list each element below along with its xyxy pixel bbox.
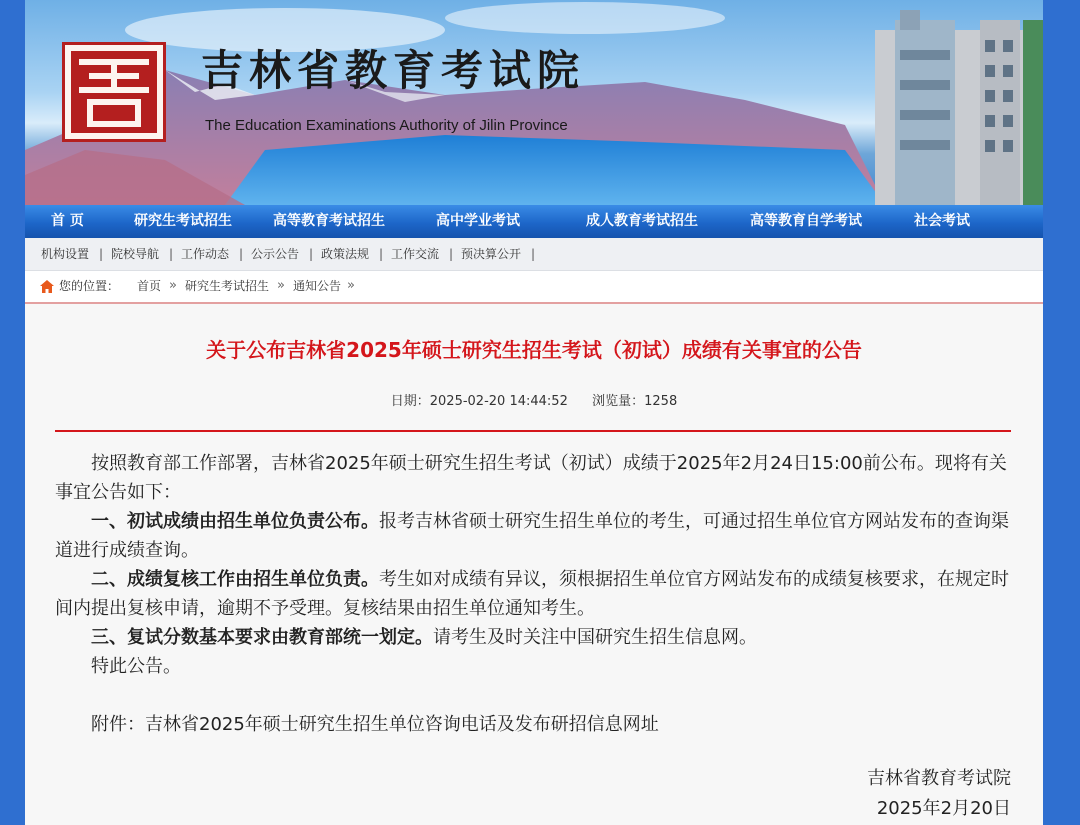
nav-item-higher-ed-exam[interactable]: 高等教育考试招生 bbox=[273, 213, 385, 229]
sub-nav-item-policies[interactable]: 政策法规 bbox=[321, 247, 370, 261]
double-chevron-right-icon: » bbox=[169, 278, 174, 293]
item-text: 考生如对成绩有异议，须根据招生单位官方网站发布的成绩复核要求，在规定时间内提出复核申请，逾期不予受理。复核结果由招生单位通知考生。 bbox=[55, 569, 1009, 619]
breadcrumb bbox=[25, 271, 1043, 304]
sub-nav-item-organization[interactable]: 机构设置 bbox=[41, 247, 90, 261]
intro-paragraph: 按照教育部工作部署，吉林省2025年硕士研究生招生考试（初试）成绩于2025年2月24日15:00前公布。现将有关事宜公告如下： bbox=[55, 453, 1007, 503]
banner-scenery bbox=[25, 0, 1043, 205]
sub-nav-separator: | bbox=[379, 247, 384, 261]
views-label: 浏览量： bbox=[592, 394, 645, 409]
item-text: 请考生及时关注中国研究生招生信息网。 bbox=[433, 627, 757, 648]
spacer bbox=[55, 681, 1011, 710]
nav-item-social-exam[interactable]: 社会考试 bbox=[914, 213, 970, 229]
main-nav bbox=[25, 205, 1043, 238]
signature-org: 吉林省教育考试院 bbox=[867, 768, 1011, 789]
site-banner bbox=[25, 0, 1043, 205]
signature-date: 2025年2月20日 bbox=[876, 798, 1011, 819]
breadcrumb-item-graduate-exam[interactable]: 研究生考试招生 bbox=[185, 279, 270, 293]
signature bbox=[867, 764, 1011, 824]
page bbox=[25, 0, 1043, 825]
sub-nav-item-school-guide[interactable]: 院校导航 bbox=[111, 247, 160, 261]
breadcrumb-item-notices[interactable]: 通知公告 bbox=[293, 279, 342, 293]
article-meta bbox=[25, 390, 1043, 409]
article-body bbox=[55, 449, 1011, 739]
breadcrumb-prefix: 您的位置： bbox=[59, 279, 120, 293]
nav-item-self-study-exam[interactable]: 高等教育自学考试 bbox=[750, 213, 862, 229]
item-heading: 二、成绩复核工作由招生单位负责。 bbox=[91, 569, 379, 590]
sub-nav-separator: | bbox=[239, 247, 244, 261]
item-text: 报考吉林省硕士研究生招生单位的考生，可通过招生单位官方网站发布的查询渠道进行成绩查询。 bbox=[55, 511, 1009, 561]
publish-date: 2025-02-20 14:44:52 bbox=[429, 394, 568, 409]
item-heading: 三、复试分数基本要求由教育部统一划定。 bbox=[91, 627, 433, 648]
site-title: 吉林省教育考试院 bbox=[201, 46, 586, 95]
breadcrumb-item-home[interactable]: 首页 bbox=[137, 279, 162, 293]
list-item bbox=[55, 507, 1011, 565]
double-chevron-right-icon: » bbox=[347, 278, 352, 293]
site-subtitle: The Education Examinations Authority of Jilin Province bbox=[205, 117, 568, 134]
sub-nav-item-work-exchange[interactable]: 工作交流 bbox=[391, 247, 440, 261]
double-chevron-right-icon: » bbox=[277, 278, 282, 293]
sub-nav-separator: | bbox=[309, 247, 314, 261]
item-heading: 一、初试成绩由招生单位负责公布。 bbox=[91, 511, 379, 532]
closing-paragraph: 特此公告。 bbox=[91, 656, 181, 677]
sub-nav-separator: | bbox=[449, 247, 454, 261]
sub-nav-separator: | bbox=[531, 247, 536, 261]
seal-glyph bbox=[71, 51, 157, 133]
home-icon bbox=[40, 280, 54, 293]
nav-item-graduate-exam[interactable]: 研究生考试招生 bbox=[134, 213, 232, 229]
sub-nav-item-news[interactable]: 工作动态 bbox=[181, 247, 230, 261]
seal-inner bbox=[71, 51, 157, 133]
sub-nav-item-budget[interactable]: 预决算公开 bbox=[461, 247, 522, 261]
sub-nav-item-announcements[interactable]: 公示公告 bbox=[251, 247, 300, 261]
date-label: 日期： bbox=[390, 394, 430, 409]
institution-seal-logo bbox=[62, 42, 166, 142]
sub-nav-separator: | bbox=[99, 247, 104, 261]
list-item bbox=[55, 565, 1011, 623]
attachment-link[interactable]: 附件：吉林省2025年硕士研究生招生单位咨询电话及发布研招信息网址 bbox=[91, 714, 659, 735]
sub-nav bbox=[25, 238, 1043, 271]
list-item bbox=[55, 623, 1011, 652]
title-divider bbox=[55, 430, 1011, 432]
sub-nav-separator: | bbox=[169, 247, 174, 261]
article-title: 关于公布吉林省2025年硕士研究生招生考试（初试）成绩有关事宜的公告 bbox=[206, 338, 862, 362]
nav-item-high-school-exam[interactable]: 高中学业考试 bbox=[436, 213, 520, 229]
nav-item-home[interactable]: 首 页 bbox=[51, 213, 84, 229]
view-count: 1258 bbox=[644, 394, 678, 409]
nav-item-adult-ed-exam[interactable]: 成人教育考试招生 bbox=[586, 213, 698, 229]
